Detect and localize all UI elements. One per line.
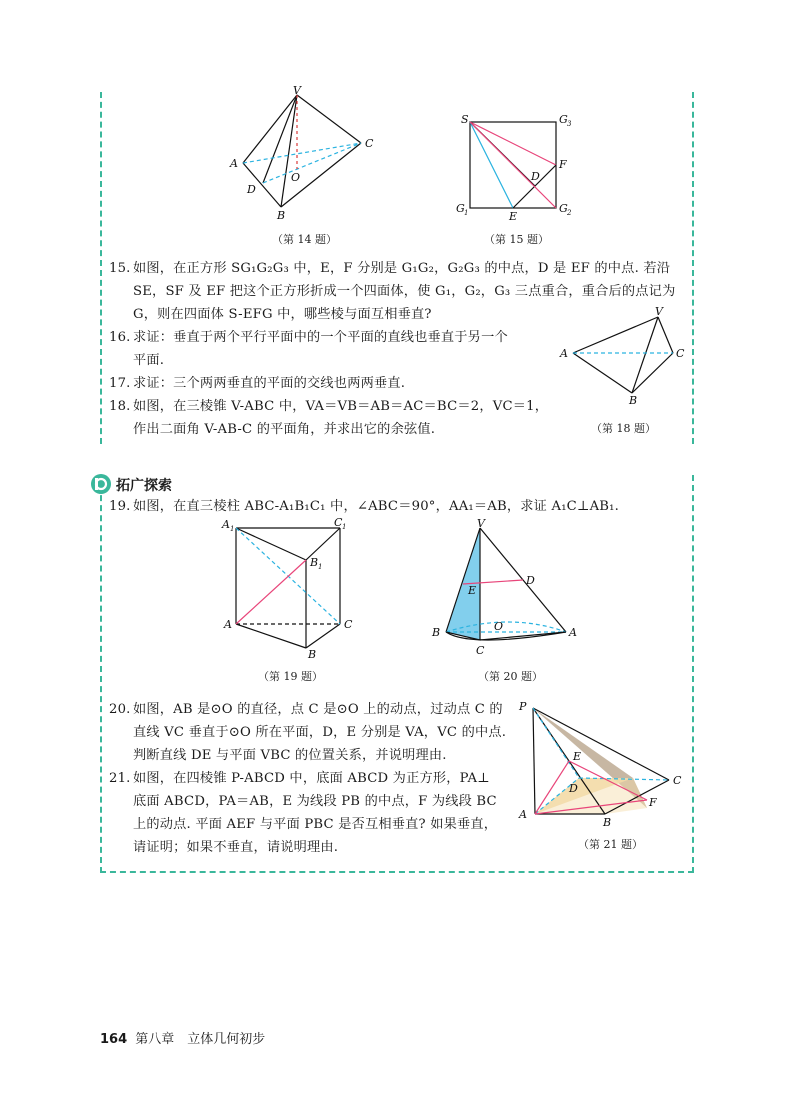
- fig15-sf: [470, 122, 556, 165]
- fig18-label-v: V: [655, 305, 663, 318]
- problem-19: 19. 如图，在直三棱柱 ABC-A₁B₁C₁ 中，∠ABC＝90°，AA₁＝AB，求证 A₁C⊥AB₁.: [109, 499, 620, 514]
- caption-fig15: （第 15 题）: [484, 233, 549, 246]
- fig15-label-s: S: [461, 113, 469, 126]
- caption-fig19: （第 19 题）: [258, 670, 323, 683]
- fig14-label-o: O: [291, 171, 301, 184]
- fig21-label-p: P: [519, 700, 527, 713]
- fig14-label-d: D: [247, 183, 256, 196]
- fig14-label-v: V: [293, 85, 301, 97]
- fig20-label-o: O: [494, 620, 504, 633]
- problem-16: 16. 求证：垂直于两个平行平面中的一个平面的直线也垂直于另一个 平面.: [109, 330, 508, 368]
- fig15-label-f: F: [559, 158, 567, 171]
- fig20-label-c: C: [476, 644, 485, 657]
- fig14-edge-vd: [263, 95, 297, 183]
- page-footer: [100, 1028, 265, 1047]
- problem-17: 17. 求证：三个两两垂直的平面的交线也两两垂直.: [109, 376, 406, 391]
- figure-20: [430, 518, 585, 663]
- fig20-label-e: E: [468, 584, 477, 597]
- fig20-label-a: A: [569, 626, 577, 639]
- svg-text:1: 1: [230, 525, 235, 533]
- fig21-label-b: B: [603, 816, 612, 829]
- page-number: 164: [100, 1032, 128, 1047]
- fig20-label-d: D: [526, 574, 535, 587]
- svg-text:1: 1: [342, 523, 347, 531]
- figure-15: [455, 110, 585, 225]
- fig15-label-d: D: [531, 170, 540, 183]
- fig15-label-e: E: [509, 210, 518, 223]
- fig14-label-c: C: [365, 137, 374, 150]
- caption-fig20: （第 20 题）: [478, 670, 543, 683]
- explore-section-icon: [90, 473, 112, 495]
- svg-text:2: 2: [567, 209, 572, 217]
- fig15-sg2: [470, 122, 556, 208]
- fig19-label-c: C: [344, 618, 353, 631]
- fig14-edge-vc: [297, 95, 361, 143]
- problem-18: 18. 如图，在三棱锥 V-ABC 中，VA＝VB＝AB＝AC＝BC＝2，VC＝1， 作出二面角 V-AB-C 的平面角，并求出它的余弦值.: [109, 399, 549, 437]
- fig15-label-g3: G: [559, 113, 568, 126]
- figure-21: [515, 700, 690, 830]
- section-title: 拓广探索: [116, 478, 172, 494]
- fig19-label-b: B: [308, 648, 317, 661]
- fig19-label-b1: B: [310, 556, 319, 569]
- fig18-label-c: C: [676, 347, 685, 360]
- fig21-label-d: D: [569, 782, 578, 795]
- fig14-label-a: A: [230, 157, 238, 170]
- fig19-label-a1: A: [222, 518, 230, 531]
- fig21-label-e: E: [573, 750, 582, 763]
- svg-text:1: 1: [318, 563, 323, 571]
- svg-text:1: 1: [464, 209, 469, 217]
- fig14-edge-ac: [243, 143, 361, 163]
- caption-fig21: （第 21 题）: [578, 838, 643, 851]
- fig21-label-f: F: [649, 796, 657, 809]
- fig14-label-b: B: [277, 209, 286, 222]
- problem-21: 21. 如图，在四棱锥 P-ABCD 中，底面 ABCD 为正方形，PA⊥ 底面 ABCD，PA＝AB，E 为线段 PB 的中点，F 为线段 BC 上的动点. 平面 AEF 与平面 PBC 是否互相垂直? 如果垂直， 请证明；如果不垂直，请说明理由.: [109, 771, 498, 855]
- fig14-edge-dc: [263, 143, 361, 183]
- problem-15: 15. 如图，在正方形 SG₁G₂G₃ 中，E，F 分别是 G₁G₂，G₂G₃ 的中点，D 是 EF 的中点. 若沿 SE，SF 及 EF 把这个正方形折成一个四面体，使 G₁，G₂，G₃ 三点重合，重合后的点记为 G，则在四面体 S-EFG 中，哪些棱与面互相垂直?: [109, 261, 676, 322]
- caption-fig14: （第 14 题）: [272, 233, 337, 246]
- fig15-se: [470, 122, 513, 208]
- svg-text:3: 3: [567, 120, 572, 128]
- figure-18: [555, 305, 690, 405]
- figure-19: [220, 518, 360, 663]
- fig19-label-a: A: [224, 618, 232, 631]
- figure-14: [225, 85, 385, 225]
- fig19-label-c1: C: [334, 518, 343, 529]
- caption-fig18: （第 18 题）: [591, 422, 656, 435]
- fig21-label-c: C: [673, 774, 682, 787]
- fig15-label-g2: G: [559, 202, 568, 215]
- chapter-title: 第八章 立体几何初步: [135, 1032, 266, 1047]
- problem-20: 20. 如图，AB 是⊙O 的直径，点 C 是⊙O 上的动点，过动点 C 的 直线 VC 垂直于⊙O 所在平面，D，E 分别是 VA，VC 的中点. 判断直线 DE 与平面 VBC 的位置关系，并说明理由.: [109, 702, 507, 763]
- fig21-label-a: A: [519, 808, 527, 821]
- fig20-label-b: B: [432, 626, 441, 639]
- fig18-label-b: B: [629, 394, 638, 405]
- fig20-label-v: V: [477, 518, 485, 530]
- fig15-label-g1: G: [456, 202, 465, 215]
- fig18-label-a: A: [560, 347, 568, 360]
